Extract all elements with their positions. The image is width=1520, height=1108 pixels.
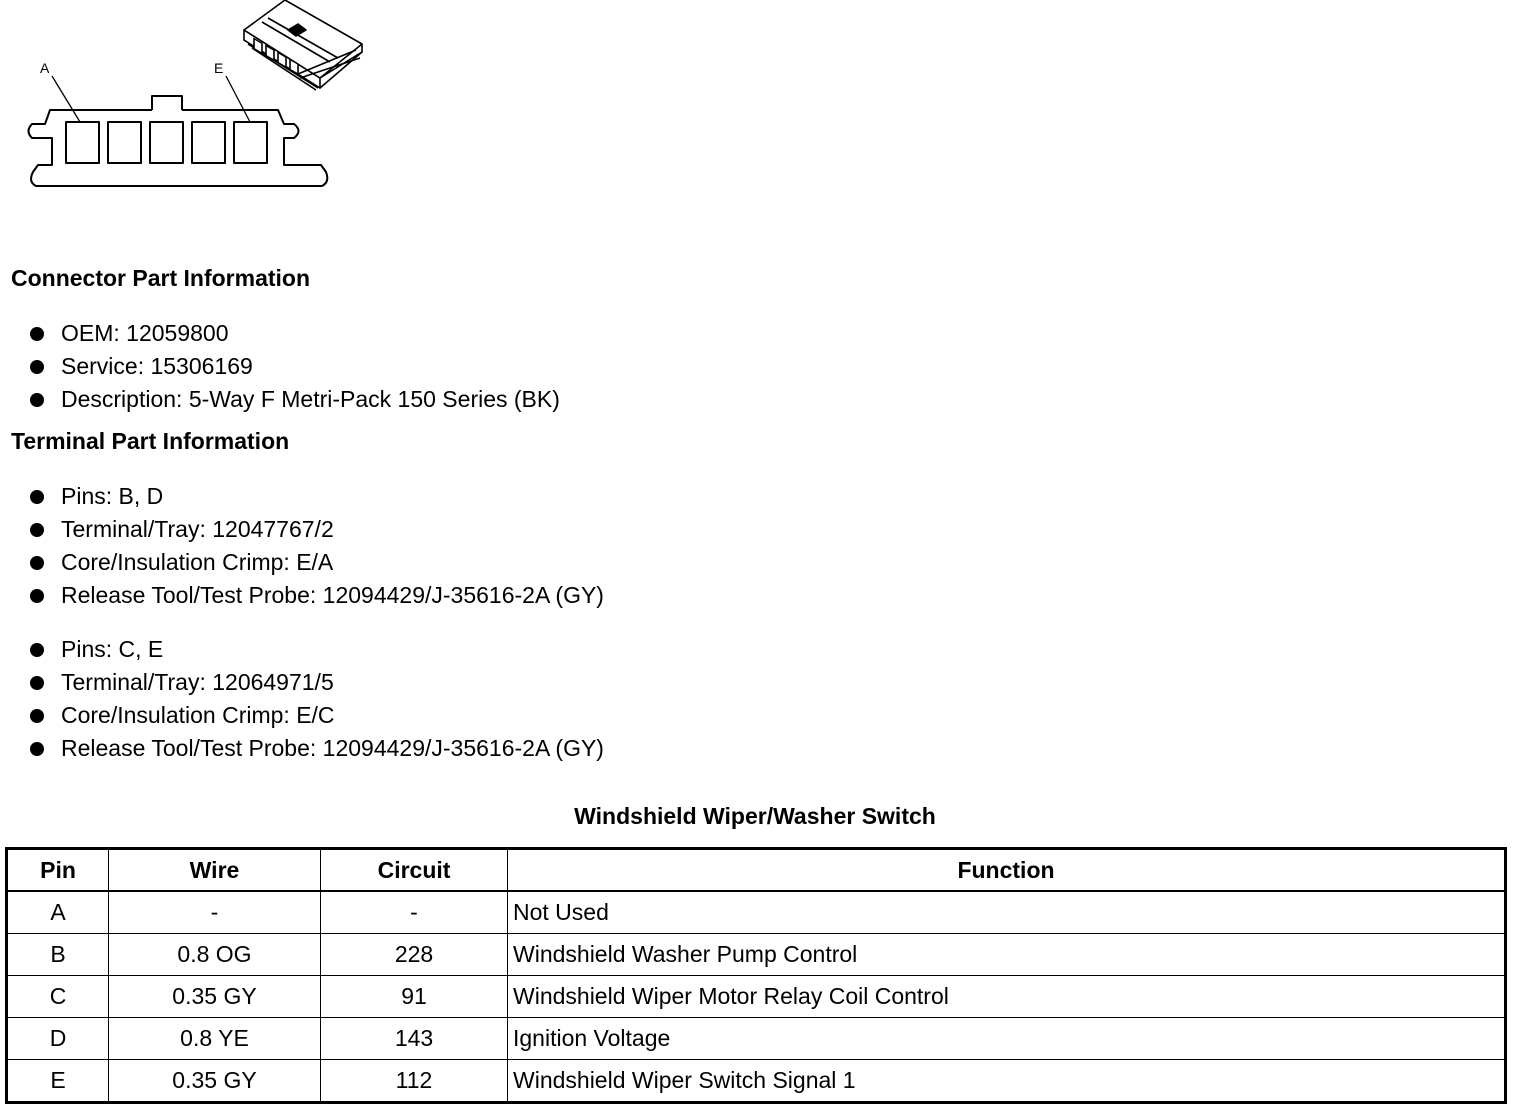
list-item: Release Tool/Test Probe: 12094429/J-35616-2A (GY) — [30, 579, 604, 612]
list-item: Description: 5-Way F Metri-Pack 150 Series (BK) — [30, 383, 560, 416]
list-item: Pins: C, E — [30, 633, 604, 666]
callout-leader-a — [52, 76, 80, 122]
terminal-info-list-2 — [30, 633, 604, 765]
bullet-icon — [30, 523, 44, 537]
list-item: Pins: B, D — [30, 480, 604, 513]
bullet-icon — [30, 327, 44, 341]
list-item: Release Tool/Test Probe: 12094429/J-35616-2A (GY) — [30, 732, 604, 765]
callout-leader-e — [226, 76, 250, 122]
connector-isometric-picture — [244, 0, 362, 90]
bullet-icon — [30, 490, 44, 504]
bullet-icon — [30, 393, 44, 407]
cell-wire: 0.35 GY — [109, 1060, 321, 1103]
table-header-row — [7, 849, 1506, 892]
table-row — [7, 934, 1506, 976]
header-circuit: Circuit — [321, 849, 508, 892]
cell-circuit: 112 — [321, 1060, 508, 1103]
table-row — [7, 976, 1506, 1018]
cell-circuit: 91 — [321, 976, 508, 1018]
cell-pin: A — [7, 891, 109, 934]
bullet-icon — [30, 589, 44, 603]
cell-circuit: 228 — [321, 934, 508, 976]
terminal-info-heading: Terminal Part Information — [11, 428, 290, 454]
cell-circuit: - — [321, 891, 508, 934]
cavity-b — [108, 122, 141, 163]
connector-face-diagram — [0, 0, 380, 200]
cell-circuit: 143 — [321, 1018, 508, 1060]
connector-housing-outline — [29, 96, 328, 186]
list-item: Terminal/Tray: 12064971/5 — [30, 666, 604, 699]
cell-wire: 0.8 OG — [109, 934, 321, 976]
connector-info-heading: Connector Part Information — [11, 265, 311, 291]
cell-function: Windshield Washer Pump Control — [508, 934, 1506, 976]
header-wire: Wire — [109, 849, 321, 892]
cell-function: Windshield Wiper Switch Signal 1 — [508, 1060, 1506, 1103]
bullet-icon — [30, 709, 44, 723]
table-title: Windshield Wiper/Washer Switch — [574, 803, 936, 829]
cavity-d — [192, 122, 225, 163]
table-row — [7, 891, 1506, 934]
connector-info-list — [30, 317, 560, 416]
pinout-table — [5, 847, 1507, 1104]
cell-function: Not Used — [508, 891, 1506, 934]
bullet-icon — [30, 676, 44, 690]
table-row — [7, 1060, 1506, 1103]
bullet-icon — [30, 360, 44, 374]
cell-pin: D — [7, 1018, 109, 1060]
cell-pin: B — [7, 934, 109, 976]
cell-function: Windshield Wiper Motor Relay Coil Control — [508, 976, 1506, 1018]
bullet-icon — [30, 643, 44, 657]
cavity-a — [66, 122, 99, 163]
cell-wire: 0.35 GY — [109, 976, 321, 1018]
bullet-icon — [30, 742, 44, 756]
cavity-e — [234, 122, 267, 163]
cell-pin: E — [7, 1060, 109, 1103]
cell-wire: - — [109, 891, 321, 934]
callout-label-e: E — [214, 60, 224, 76]
callout-label-a: A — [40, 60, 50, 76]
cavity-c — [150, 122, 183, 163]
cell-pin: C — [7, 976, 109, 1018]
cell-function: Ignition Voltage — [508, 1018, 1506, 1060]
list-item: OEM: 12059800 — [30, 317, 560, 350]
terminal-info-list-1 — [30, 480, 604, 612]
cell-wire: 0.8 YE — [109, 1018, 321, 1060]
list-item: Core/Insulation Crimp: E/C — [30, 699, 604, 732]
header-pin: Pin — [7, 849, 109, 892]
table-row — [7, 1018, 1506, 1060]
list-item: Core/Insulation Crimp: E/A — [30, 546, 604, 579]
list-item: Service: 15306169 — [30, 350, 560, 383]
bullet-icon — [30, 556, 44, 570]
list-item: Terminal/Tray: 12047767/2 — [30, 513, 604, 546]
header-function: Function — [508, 849, 1506, 892]
